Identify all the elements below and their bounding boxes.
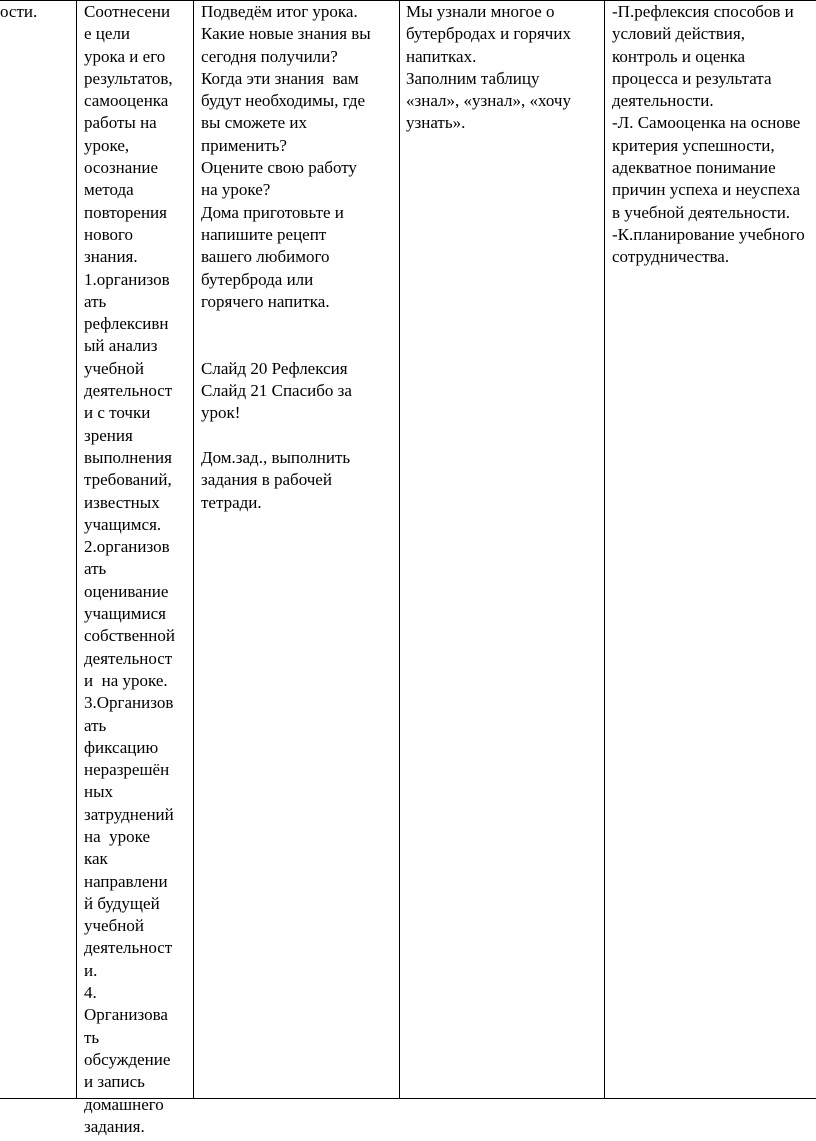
cell-text-line: условий действия, (612, 24, 745, 44)
cell-text-line: напишите рецепт (201, 224, 327, 244)
cell-text-line: самооценка (84, 91, 169, 111)
cell-text-line (201, 335, 398, 357)
cell-text-line: ных (84, 782, 114, 802)
cell-learning-actions (612, 1, 816, 269)
cell-text-line: требований, (84, 470, 172, 490)
cell-text-line: на уроке (84, 826, 151, 846)
cell-text-line: сотрудничества. (612, 247, 730, 267)
cell-text-line: Подведём итог урока. (201, 2, 358, 21)
cell-text-line: -П.рефлексия способов и (612, 2, 794, 21)
cell-text-line: деятельности. (612, 91, 714, 111)
cell-text-line: Заполним таблицу (406, 68, 540, 88)
cell-text-line: и с точки (84, 403, 151, 423)
cell-text-line: вы сможете их (201, 113, 307, 133)
cell-text-line: задания. (84, 1116, 145, 1136)
cell-text-line: деятельност (84, 938, 173, 958)
cell-text-line: бутерброда или (201, 269, 314, 289)
cell-text-line: Соотнесени (84, 2, 171, 21)
cell-text-line: будут необходимы, где (201, 91, 366, 111)
cell-text-line: учебной (84, 358, 144, 378)
cell-stage-name (0, 1, 74, 23)
cell-text-line: нового (84, 224, 134, 244)
cell-text-line: известных (84, 492, 160, 512)
cell-text-line: фиксацию (84, 737, 159, 757)
cell-text-line: выполнения (84, 447, 172, 467)
cell-text-line: напитках. (406, 46, 477, 66)
cell-text-line: ать (84, 715, 107, 735)
cell-text-line: деятельност (84, 381, 173, 401)
column-divider-4 (604, 0, 605, 1099)
cell-text-line: й будущей (84, 893, 160, 913)
cell-text-line: 2.организов (84, 537, 170, 557)
cell-text-line: применить? (201, 135, 287, 155)
cell-text-line (201, 425, 398, 447)
cell-text-line: в учебной деятельности. (612, 202, 791, 222)
cell-text-line: уроке, (84, 135, 130, 155)
cell-text-line: домашнего (84, 1094, 164, 1114)
cell-text-line: -К.планирование учебного (612, 224, 805, 244)
cell-text-line: урок! (201, 403, 241, 423)
cell-text-line: Слайд 21 Спасибо за (201, 381, 352, 401)
cell-text-line: затруднений (84, 804, 174, 824)
cell-text-line: -Л. Самооценка на основе (612, 113, 801, 133)
cell-text-line: Когда эти знания вам (201, 68, 359, 88)
cell-stage-goals (84, 1, 192, 1138)
cell-text-line: горячего напитка. (201, 291, 330, 311)
cell-text-line: 3.Организов (84, 693, 174, 713)
cell-text-line: сегодня получили? (201, 46, 338, 66)
cell-text-line: Мы узнали многое о (406, 2, 555, 21)
cell-text-line: 4. (84, 983, 97, 1003)
cell-text-line: вашего любимого (201, 247, 330, 267)
cell-text-line: Организова (84, 1005, 168, 1025)
cell-text-line: оценивание (84, 581, 169, 601)
cell-text-line: контроль и оценка (612, 46, 746, 66)
cell-text-line: рефлексивн (84, 314, 169, 334)
cell-text-line: ый анализ (84, 336, 158, 356)
cell-text-line: ать (84, 559, 107, 579)
cell-text-line: повторения (84, 202, 167, 222)
column-divider-2 (193, 0, 194, 1099)
cell-text-line (201, 313, 398, 335)
cell-text-line: урока и его (84, 46, 166, 66)
cell-text-line: тетради. (201, 492, 262, 512)
cell-student-activity (406, 1, 603, 135)
cell-text-line: и. (84, 960, 98, 980)
cell-text-line: узнать». (406, 113, 466, 133)
cell-text-line: Дом.зад., выполнить (201, 447, 351, 467)
cell-text-line: задания в рабочей (201, 470, 332, 490)
cell-text-line: ть (84, 1027, 100, 1047)
cell-text-line: осознание (84, 158, 159, 178)
cell-text-line: е цели (84, 24, 131, 44)
cell-text-line: неразрешён (84, 760, 170, 780)
cell-text-line: Какие новые знания вы (201, 24, 371, 44)
cell-text-line: учащимися (84, 604, 167, 624)
column-divider-3 (399, 0, 400, 1099)
cell-text-line: результатов, (84, 68, 173, 88)
cell-text-line: как (84, 849, 108, 869)
cell-text-line: обсуждение (84, 1049, 171, 1069)
cell-text-line: ости. (0, 2, 38, 21)
cell-text-line: на уроке? (201, 180, 271, 200)
cell-text-line: бутербродах и горячих (406, 24, 571, 44)
cell-text-line: процесса и результата (612, 68, 772, 88)
cell-text-line: Дома приготовьте и (201, 202, 344, 222)
cell-text-line: «знал», «узнал», «хочу (406, 91, 571, 111)
cell-text-line: метода (84, 180, 134, 200)
cell-text-line: направлени (84, 871, 168, 891)
cell-text-line: критерия успешности, (612, 135, 775, 155)
cell-text-line: работы на (84, 113, 157, 133)
cell-text-line: ать (84, 291, 107, 311)
cell-text-line: и на уроке. (84, 670, 168, 690)
cell-text-line: Слайд 20 Рефлексия (201, 358, 348, 378)
column-divider-1 (76, 0, 77, 1099)
cell-text-line: учебной (84, 916, 144, 936)
cell-text-line: и запись (84, 1072, 145, 1092)
cell-text-line: учащимся. (84, 514, 162, 534)
cell-text-line: деятельност (84, 648, 173, 668)
cell-text-line: причин успеха и неуспеха (612, 180, 801, 200)
cell-text-line: собственной (84, 626, 175, 646)
cell-teacher-activity (201, 1, 398, 514)
cell-text-line: 1.организов (84, 269, 170, 289)
cell-text-line: знания. (84, 247, 138, 267)
cell-text-line: Оцените свою работу (201, 158, 357, 178)
cell-text-line: адекватное понимание (612, 158, 776, 178)
cell-text-line: зрения (84, 425, 133, 445)
